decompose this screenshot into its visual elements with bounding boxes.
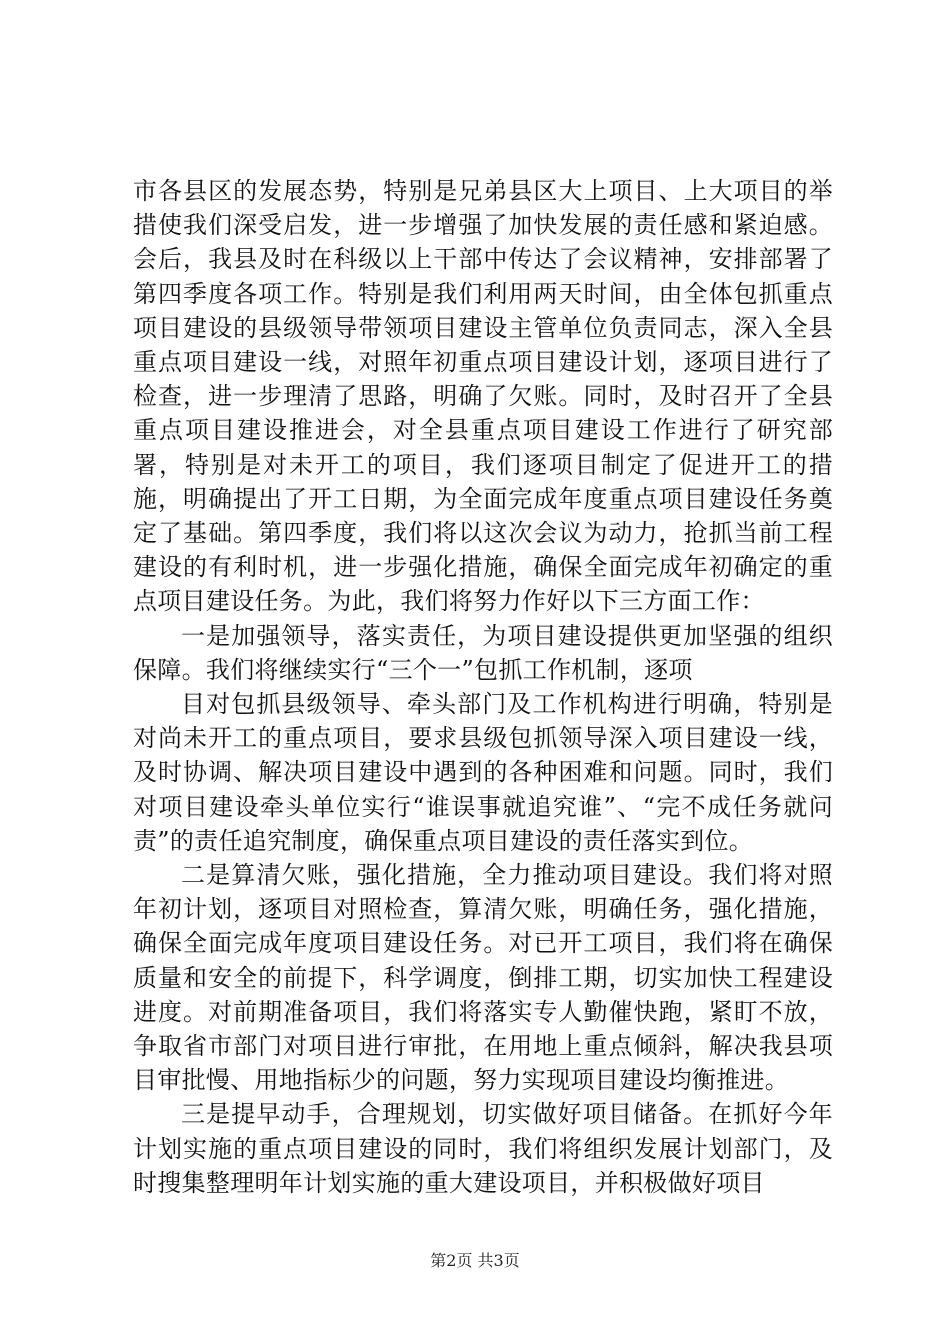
paragraph-3: 目对包抓县级领导、牵头部门及工作机构进行明确，特别是对尚未开工的重点项目，要求县级包抓领导深入项目建设一线，及时协调、解决项目建设中遇到的各种困难和问题。同时，我们对项目建设牵头单位实行“谁误事就追究谁”、“完不成任务就问责”的责任追究制度，确保重点项目建设的责任落实到位。: [133, 690, 833, 855]
paragraph-5: 三是提早动手，合理规划，切实做好项目储备。在抓好今年计划实施的重点项目建设的同时，我们将组织发展计划部门，及时搜集整理明年计划实施的重大建设项目，并积极做好项目: [133, 1100, 833, 1197]
page-number-footer: 第2页 共3页: [430, 1251, 520, 1270]
paragraph-4: 二是算清欠账，强化措施，全力推动项目建设。我们将对照年初计划，逐项目对照检查，算清欠账，明确任务，强化措施，确保全面完成年度项目建设任务。对已开工项目，我们将在确保质量和安全的前提下，科学调度，倒排工期，切实加快工程建设进度。对前期准备项目，我们将落实专人勤催快跑，紧盯不放，争取省市部门对项目进行审批，在用地上重点倾斜，解决我县项目审批慢、用地指标少的问题，努力实现项目建设均衡推进。: [133, 861, 833, 1095]
paragraph-2: 一是加强领导，落实责任，为项目建设提供更加坚强的组织保障。我们将继续实行“三个一”包抓工作机制，逐项: [133, 621, 833, 684]
paragraph-1: 市各县区的发展态势，特别是兄弟县区大上项目、上大项目的举措使我们深受启发，进一步增强了加快发展的责任感和紧迫感。会后，我县及时在科级以上干部中传达了会议精神，安排部署了第四季度各项工作。特别是我们利用两天时间，由全体包抓重点项目建设的县级领导带领项目建设主管单位负责同志，深入全县重点项目建设一线，对照年初重点项目建设计划，逐项目进行了检查，进一步理清了思路，明确了欠账。同时，及时召开了全县重点项目建设推进会，对全县重点项目建设工作进行了研究部署，特别是对未开工的项目，我们逐项目制定了促进开工的措施，明确提出了开工日期，为全面完成年度重点项目建设任务奠定了基础。第四季度，我们将以这次会议为动力，抢抓当前工程建设的有利时机，进一步强化措施，确保全面完成年初确定的重点项目建设任务。为此，我们将努力作好以下三方面工作：: [133, 177, 833, 616]
document-body: [133, 174, 833, 1200]
